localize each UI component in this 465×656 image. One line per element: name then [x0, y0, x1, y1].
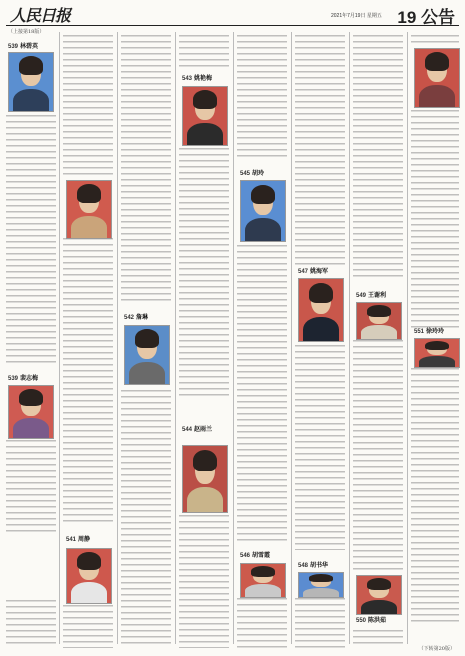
article-text: [6, 440, 56, 535]
portrait-photo: [66, 180, 112, 239]
article-text: [411, 35, 459, 45]
column-rule: [117, 32, 118, 644]
portrait-photo: [124, 325, 170, 385]
entry-title: 550 陈洪茹: [356, 617, 387, 624]
entry-title: 543 姚艳梅: [182, 75, 213, 82]
article-text: [411, 368, 459, 623]
article-text: [179, 515, 229, 648]
article-text: [353, 340, 403, 570]
portrait-photo: [414, 338, 460, 368]
portrait-photo: [298, 278, 344, 342]
dateline: 2021年7月19日 星期五: [331, 13, 382, 19]
portrait-photo: [356, 575, 402, 615]
column-rule: [349, 32, 350, 644]
article-text: [353, 630, 403, 648]
portrait-photo: [356, 302, 402, 340]
article-text: [237, 245, 287, 545]
article-text: [63, 35, 113, 175]
portrait-photo: [240, 180, 286, 242]
entry-title: 548 胡书华: [298, 562, 329, 569]
entry-title: 549 王谢利: [356, 292, 387, 299]
portrait-photo: [182, 445, 228, 513]
article-text: [179, 148, 229, 396]
article-text: [121, 390, 171, 648]
entry-title: 544 赵雨兰: [182, 426, 213, 433]
article-text: [121, 35, 171, 305]
entry-title: 542 詹琳: [124, 314, 149, 321]
portrait-photo: [182, 86, 228, 146]
article-text: [63, 605, 113, 648]
continued-from-note: （上接第18版）: [8, 29, 45, 35]
entry-title: 551 徐玲玲: [414, 328, 445, 335]
article-text: [295, 35, 345, 265]
entry-title: 541 周静: [66, 536, 91, 543]
entry-title: 539 裴志梅: [8, 375, 39, 382]
entry-title: 539 林碧英: [8, 43, 39, 50]
portrait-photo: [8, 52, 54, 112]
article-text: [237, 598, 287, 648]
entry-title: 545 胡玲: [240, 170, 265, 177]
portrait-photo: [414, 48, 460, 108]
entry-title: 546 胡雪霞: [240, 552, 271, 559]
column-rule: [175, 32, 176, 644]
article-text: [6, 600, 56, 648]
entry-title: 547 姚海军: [298, 268, 329, 275]
page-number: 19 公告: [397, 8, 455, 27]
portrait-photo: [66, 548, 112, 604]
article-text: [63, 238, 113, 523]
article-text: [353, 35, 403, 280]
continued-to-note: （下转第20版）: [418, 646, 455, 652]
portrait-photo: [8, 385, 54, 439]
portrait-photo: [240, 563, 286, 598]
column-rule: [59, 32, 60, 644]
column-rule: [291, 32, 292, 644]
article-text: [295, 345, 345, 550]
newspaper-logo: 人民日报: [10, 6, 71, 25]
article-text: [6, 115, 56, 367]
masthead: [6, 3, 459, 26]
column-rule: [233, 32, 234, 644]
article-text: [237, 35, 287, 160]
portrait-photo: [298, 572, 344, 598]
article-text: [179, 35, 229, 70]
column-rule: [407, 32, 408, 644]
article-text: [295, 598, 345, 648]
article-text: [411, 110, 459, 328]
